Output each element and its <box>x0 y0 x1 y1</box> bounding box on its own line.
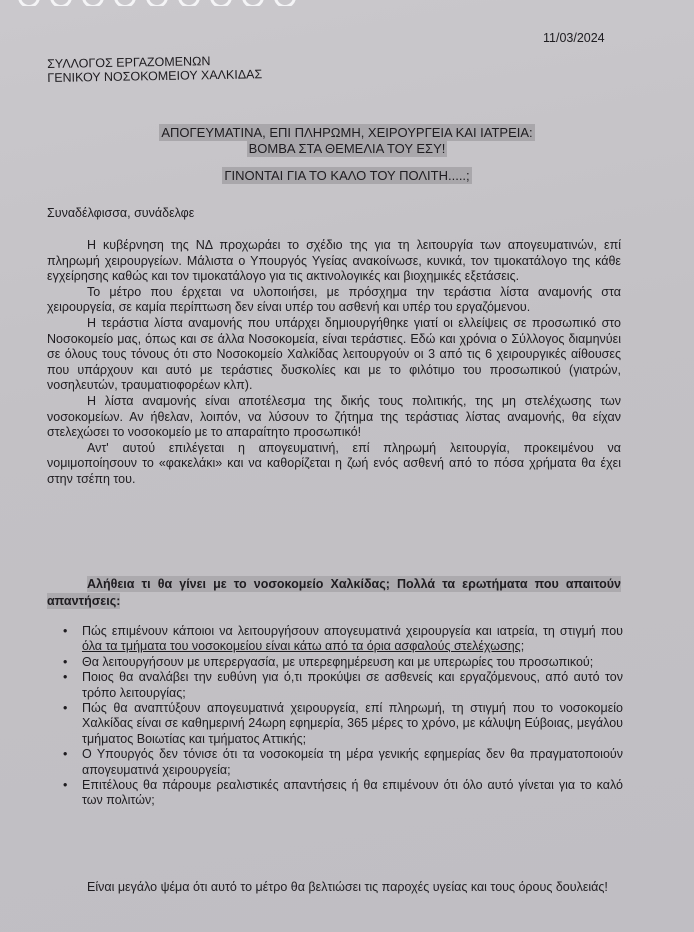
document-date: 11/03/2024 <box>543 31 605 45</box>
paragraph: Αντ' αυτού επιλέγεται η απογευματινή, επί πληρωμή λειτουργία, προκειμένου να νομιμοποίησουν το «φακελάκι» και να καθορίζεται η ζωή ενός ασθενή από το πόσα χρήματα θα έχει στην τσέπη του. <box>47 440 621 486</box>
list-item <box>63 670 623 701</box>
organization-line-2: ΓΕΝΙΚΟΥ ΝΟΣΟΚΟΜΕΙΟΥ ΧΑΛΚΙΔΑΣ <box>47 67 263 85</box>
closing-text: Είναι μεγάλο ψέμα ότι αυτό το μέτρο θα βελτιώσει τις παροχές υγείας και τους όρους δουλειάς! <box>87 880 608 894</box>
headline <box>0 125 694 157</box>
paragraph: Το μέτρο που έρχεται να υλοποιήσει, με πρόσχημα την τεράστια λίστα αναμονής στα χειρουργεία, σε καμία περίπτωση δεν είναι υπέρ του ασθενή και υπέρ του εργαζόμενου. <box>47 284 621 315</box>
bullet-icon: • <box>63 654 68 669</box>
paragraph: Η τεράστια λίστα αναμονής που υπάρχει δημιουργήθηκε γιατί οι ελλείψεις σε προσωπικό στο Νοσοκομείο μας, όπως και σε άλλα Νοσοκομεία, είναι τεράστιες. Εδώ και χρόνια ο Σύλλογος διαμηνύει σε όλους τους τόνους ότι στο Νοσοκομείο Χαλκίδας λειτουργούν οι 3 από τις 6 χειρουργικές αίθουσες που υπάρχουν και αυτό με τεράστιες δυσκολίες και με το φιλότιμο του προσωπικού (γιατρών, νοσηλευτών, τραυματιοφορέων κλπ). <box>47 315 621 393</box>
bullet-icon: • <box>63 670 68 685</box>
list-item <box>63 655 623 670</box>
question-text: Ο Υπουργός δεν τόνισε ότι τα νοσοκομεία τη μέρα γενικής εφημερίας δεν θα πραγματοποιούν απογευματινά χειρουργεία; <box>82 747 623 777</box>
question-text: Θα λειτουργήσουν με υπερεργασία, με υπερεφημέρευση και με υπερωρίες του προσωπικού; <box>82 654 594 669</box>
question-text: Πώς επιμένουν κάποιοι να λειτουργήσουν απογευματινά χειρουργεία και ιατρεία, τη στιγμή που <box>82 624 623 638</box>
bullet-icon: • <box>63 778 68 793</box>
question-underlined-text: όλα τα τμήματα του νοσοκομείου είναι κάτω από τα όρια ασφαλούς στελέχωσης <box>82 639 521 654</box>
paragraph: Η λίστα αναμονής είναι αποτέλεσμα της δικής τους πολιτικής, της μη στελέχωσης των νοσοκομείων. Αν ήθελαν, λοιπόν, να λύσουν το ζήτημα της τεράστιας λίστας αναμονής, θα είχαν στελεχώσει το νοσοκομείο με το απαραίτητο προσωπικό! <box>47 393 621 440</box>
questions-heading-text: Αλήθεια τι θα γίνει με το νοσοκομείο Χαλκίδας; Πολλά τα ερωτήματα που απαιτούν απαντήσεις: <box>47 577 621 608</box>
salutation: Συναδέλφισσα, συνάδελφε <box>47 206 195 220</box>
list-item <box>63 778 623 809</box>
bullet-icon: • <box>63 747 68 762</box>
organization-name <box>47 53 262 85</box>
question-text: Πώς θα αναπτύξουν απογευματινά χειρουργεία, επί πληρωμή, τη στιγμή που το νοσοκομείο Χαλκίδας είναι σε καθημερινή 24ωρη εφημερία, 365 μέρες το χρόνο, με κάλυψη Εύβοιας, μεγάλου τμήματος Βοιωτίας και τμήματος Αττικής; <box>82 701 623 746</box>
list-item <box>63 747 623 778</box>
list-item <box>63 624 623 655</box>
organization-line-1: ΣΥΛΛΟΓΟΣ ΕΡΓΑΖΟΜΕΝΩΝ <box>47 54 211 71</box>
bullet-icon: • <box>63 624 68 638</box>
question-text: Επιτέλους θα πάρουμε ρεαλιστικές απαντήσεις ή θα επιμένουν ότι όλο αυτό γίνεται για το καλό των πολιτών; <box>82 778 623 808</box>
list-item <box>63 701 623 747</box>
headline-line-1: ΑΠΟΓΕΥΜΑΤΙΝΑ, ΕΠΙ ΠΛΗΡΩΜΗ, ΧΕΙΡΟΥΡΓΕΙΑ ΚΑΙ ΙΑΤΡΕΙΑ: <box>161 125 533 140</box>
question-text-end: ; <box>520 639 525 654</box>
subheadline-text: ΓΙΝΟΝΤΑΙ ΓΙΑ ΤΟ ΚΑΛΟ ΤΟΥ ΠΟΛΙΤΗ.....; <box>224 168 470 183</box>
headline-line-2: ΒΟΜΒΑ ΣΤΑ ΘΕΜΕΛΙΑ ΤΟΥ ΕΣΥ! <box>248 141 446 156</box>
bullet-icon: • <box>63 701 68 716</box>
closing-statement <box>47 880 621 896</box>
body-paragraphs <box>47 238 621 488</box>
question-text: Ποιος θα αναλάβει την ευθύνη για ό,τι προκύψει σε ασθενείς και εργαζόμενους, από αυτό τον τρόπο λειτουργίας; <box>82 670 623 700</box>
questions-list <box>63 624 623 809</box>
questions-heading <box>47 576 621 610</box>
subheadline <box>0 168 694 184</box>
cropped-overlay-digits <box>18 0 318 6</box>
paragraph: Η κυβέρνηση της ΝΔ προχωράει το σχέδιο της για τη λειτουργία των απογευματινών, επί πληρωμή χειρουργείων. Μάλιστα ο Υπουργός Υγείας ανακοίνωσε, κυνικά, τον τιμοκατάλογο της κάθε εγχείρησης καθώς και τον τιμοκατάλογο για τις ακτινολογικές και βιοχημικές εξετάσεις. <box>47 238 621 284</box>
